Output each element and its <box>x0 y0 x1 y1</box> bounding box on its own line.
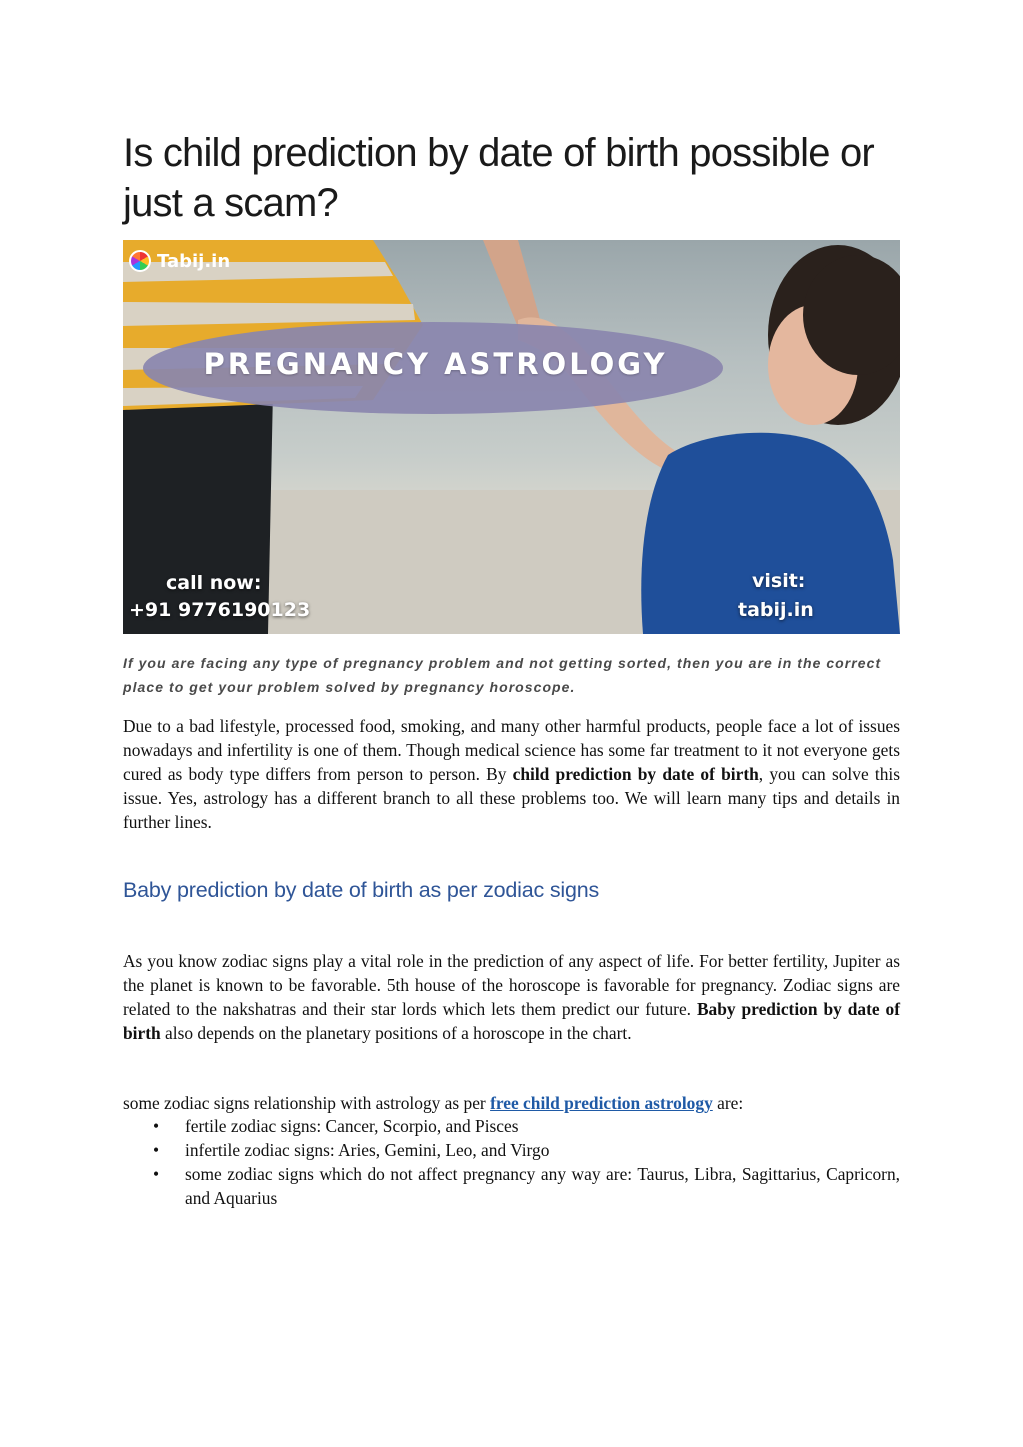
intro-text-2: , you can solve this issue. Yes, astrology has a different branch to all these problems too. We will learn many tips and details in further lines. <box>123 764 900 832</box>
section-heading: Baby prediction by date of birth as per zodiac signs <box>123 878 600 902</box>
bullet-icon: • <box>153 1116 160 1136</box>
relationship-paragraph <box>123 1091 900 1115</box>
zodiac-keyword: Baby prediction by date of birth <box>123 999 900 1043</box>
page-title: Is child prediction by date of birth possible or just a scam? <box>123 131 874 225</box>
relationship-text-1: some zodiac signs relationship with astrology as per <box>123 1093 491 1113</box>
brand-logo <box>129 250 230 272</box>
intro-keyword: child prediction by date of birth <box>512 764 759 784</box>
zodiac-text-1: As you know zodiac signs play a vital role in the prediction of any aspect of life. For better fertility, Jupiter as the planet is known to be favorable. 5th house of the horoscope is favorable for pregnancy. Zodiac signs are related to the nakshatras and their star lords which lets them predict our future. <box>123 951 900 1019</box>
list-item <box>123 1162 900 1210</box>
list-item-text: infertile zodiac signs: Aries, Gemini, Leo, and Virgo <box>185 1140 550 1160</box>
logo-icon <box>129 250 151 272</box>
banner-headline: PREGNANCY ASTROLOGY <box>203 347 668 381</box>
bullet-icon: • <box>153 1140 160 1160</box>
free-child-prediction-link[interactable]: free child prediction astrology <box>490 1093 713 1113</box>
relationship-text-2: are: <box>712 1093 744 1113</box>
logo-text: Tabij.in <box>157 250 231 272</box>
call-now-block <box>129 570 310 624</box>
list-item <box>123 1114 900 1138</box>
list-item <box>123 1138 900 1162</box>
phone-number: +91 9776190123 <box>129 599 311 621</box>
intro-paragraph <box>123 714 900 834</box>
hero-banner-image <box>123 240 900 634</box>
visit-label: visit: <box>752 570 806 592</box>
list-item-text: some zodiac signs which do not affect pregnancy any way are: Taurus, Libra, Sagittarius, Capricorn, and Aquarius <box>185 1164 900 1208</box>
zodiac-list <box>123 1114 900 1210</box>
zodiac-text-2: also depends on the planetary positions of a horoscope in the chart. <box>160 1023 632 1043</box>
zodiac-paragraph <box>123 949 900 1045</box>
bullet-icon: • <box>153 1164 160 1184</box>
site-url: tabij.in <box>738 599 814 621</box>
image-caption: If you are facing any type of pregnancy problem and not getting sorted, then you are in the correct place to get your problem solved by pregnancy horoscope. <box>123 655 882 695</box>
visit-block <box>738 567 814 625</box>
intro-text-1: Due to a bad lifestyle, processed food, smoking, and many other harmful products, people face a lot of issues nowadays and infertility is one of them. Though medical science has some far treatment to it not everyone gets cured as body type differs from person to person. By <box>123 716 900 784</box>
list-item-text: fertile zodiac signs: Cancer, Scorpio, and Pisces <box>185 1116 519 1136</box>
call-now-label: call now: <box>166 572 262 594</box>
